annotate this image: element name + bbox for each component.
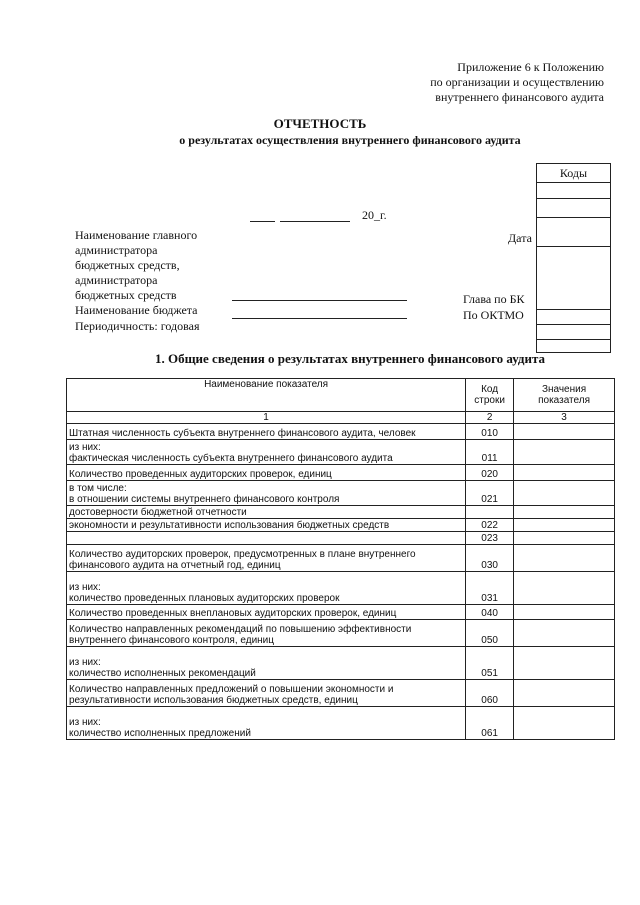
document-subtitle: о результатах осуществления внутреннего финансового аудита [179,133,521,147]
codes-bk-cell [537,310,611,325]
header-code: Код строки [466,379,514,412]
row-name: в том числе: в отношении системы внутреннего финансового контроля [67,481,466,506]
document-title: ОТЧЕТНОСТЬ [273,116,367,131]
appendix-note [430,60,604,105]
row-value[interactable] [514,680,615,707]
row-code: 061 [466,707,514,740]
codes-table [536,163,611,353]
table-row [67,440,615,465]
appendix-line-1: Приложение 6 к Положению [457,60,604,74]
codes-header: Коды [537,164,611,183]
admin-label: Наименование главного администратора бюджетных средств, администратора бюджетных средств [75,228,198,302]
budget-label: Наименование бюджета [75,303,198,317]
row-value[interactable] [514,440,615,465]
date-blank-day [250,221,275,222]
codes-cell [537,199,611,218]
codes-cell [537,183,611,199]
date-label: Дата [508,231,532,245]
table-number-row [67,412,615,424]
row-value[interactable] [514,424,615,440]
table-row [67,605,615,620]
row-name: из них: фактическая численность субъекта внутреннего финансового аудита [67,440,466,465]
row-value[interactable] [514,532,615,545]
row-name: Количество аудиторских проверок, предусмотренных в плане внутреннего финансового аудита на отчетный год, единиц [67,545,466,572]
table-body [67,424,615,740]
row-code: 040 [466,605,514,620]
row-name: из них: количество проведенных плановых аудиторских проверок [67,572,466,605]
header-name: Наименование показателя [67,379,466,412]
table-row [67,620,615,647]
row-code: 031 [466,572,514,605]
header-value: Значения показателя [514,379,615,412]
row-code: 010 [466,424,514,440]
appendix-line-2: по организации и осуществлению [430,75,604,89]
row-name: достоверности бюджетной отчетности [67,506,466,519]
row-name: Количество проведенных внеплановых аудиторских проверок, единиц [67,605,466,620]
table-row [67,707,615,740]
table-header-row [67,379,615,412]
codes-date-cell [537,218,611,247]
table-row [67,680,615,707]
codes-cell [537,247,611,310]
row-code: 030 [466,545,514,572]
row-name: Количество направленных рекомендаций по повышению эффективности внутреннего финансового контроля, единиц [67,620,466,647]
row-code: 022 [466,519,514,532]
row-code: 011 [466,440,514,465]
row-value[interactable] [514,506,615,519]
table-row [67,647,615,680]
appendix-line-3: внутреннего финансового аудита [435,90,604,104]
row-value[interactable] [514,647,615,680]
row-code: 060 [466,680,514,707]
col-number-1: 1 [67,412,466,424]
row-code: 051 [466,647,514,680]
section-title: 1. Общие сведения о результатах внутреннего финансового аудита [154,351,546,366]
col-number-2: 2 [466,412,514,424]
table-row [67,506,615,519]
budget-blank [232,318,407,319]
oktmo-label: По ОКТМО [463,308,524,322]
admin-blank [232,300,407,301]
row-code: 020 [466,465,514,481]
date-blank-month [280,221,350,222]
row-value[interactable] [514,545,615,572]
row-code [466,506,514,519]
row-name: из них: количество исполненных рекомендаций [67,647,466,680]
row-name: Количество направленных предложений о повышении экономности и результативности использования бюджетных средств, единиц [67,680,466,707]
row-name: из них: количество исполненных предложений [67,707,466,740]
row-code: 050 [466,620,514,647]
row-value[interactable] [514,620,615,647]
table-row [67,519,615,532]
row-name: Количество проведенных аудиторских проверок, единиц [67,465,466,481]
table-row [67,545,615,572]
row-name: экономности и результативности использования бюджетных средств [67,519,466,532]
table-row [67,481,615,506]
row-code: 021 [466,481,514,506]
table-row [67,572,615,605]
row-value[interactable] [514,465,615,481]
row-value[interactable] [514,605,615,620]
row-value[interactable] [514,481,615,506]
col-number-3: 3 [514,412,615,424]
table-row [67,465,615,481]
row-code: 023 [466,532,514,545]
row-value[interactable] [514,707,615,740]
row-value[interactable] [514,519,615,532]
bk-label: Глава по БК [463,292,525,306]
table-row [67,424,615,440]
codes-oktmo-cell [537,325,611,340]
indicators-table [66,378,615,740]
date-year: 20_г. [362,208,387,222]
row-name: Штатная численность субъекта внутреннего финансового аудита, человек [67,424,466,440]
row-value[interactable] [514,572,615,605]
table-row [67,532,615,545]
row-name [67,532,466,545]
period-label: Периодичность: годовая [75,319,200,333]
